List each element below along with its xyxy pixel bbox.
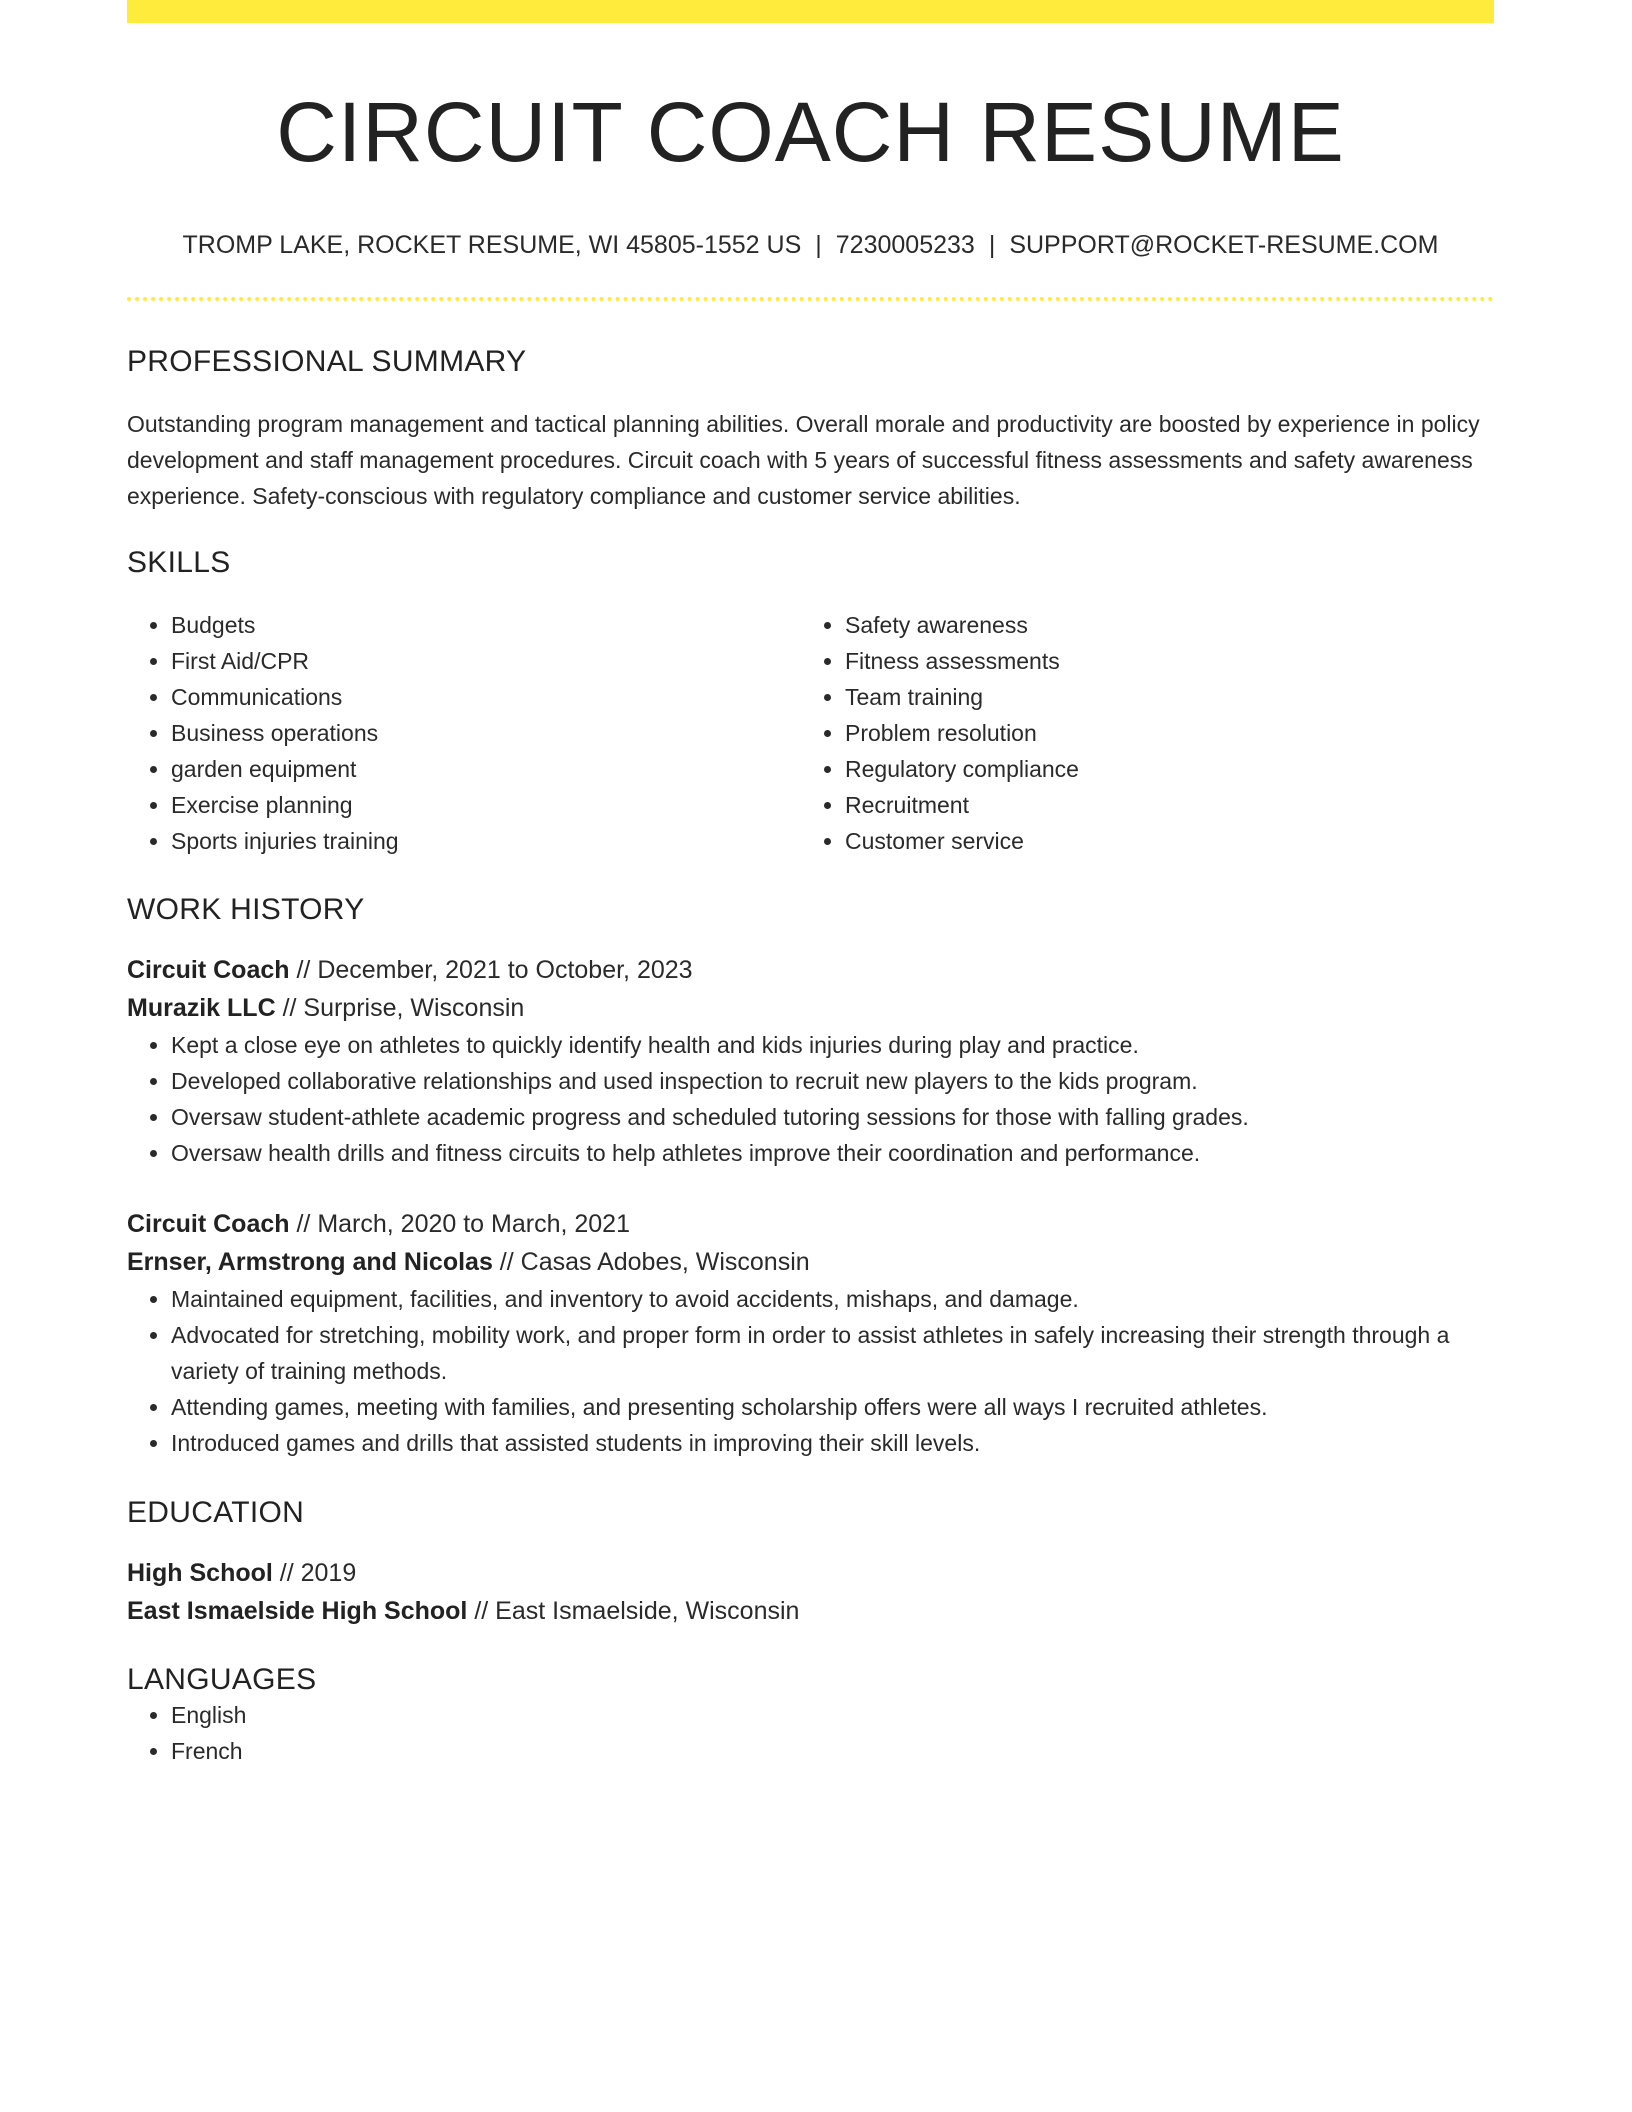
dotted-divider xyxy=(127,297,1494,301)
skill-item: • Safety awareness xyxy=(845,607,1475,643)
job-title: Circuit Coach xyxy=(127,956,290,985)
job-company-line xyxy=(127,1243,1494,1281)
job-bullet: • Advocated for stretching, mobility work, and proper form in order to assist athletes in safely increasing their strength through a variety of training methods. xyxy=(171,1317,1494,1389)
contact-email: SUPPORT@ROCKET-RESUME.COM xyxy=(1009,231,1439,260)
job-location: // Casas Adobes, Wisconsin xyxy=(492,1248,810,1277)
summary-heading: PROFESSIONAL SUMMARY xyxy=(127,345,527,379)
skills-right-column xyxy=(801,607,1475,859)
languages-list xyxy=(127,1697,1494,1769)
job-bullet: • Attending games, meeting with families, and presenting scholarship offers were all ways I recruited athletes. xyxy=(171,1389,1494,1425)
skill-item: • Business operations xyxy=(171,715,801,751)
job-company: Murazik LLC xyxy=(127,994,276,1023)
education-year: // 2019 xyxy=(272,1559,357,1588)
skill-item: • First Aid/CPR xyxy=(171,643,801,679)
education-degree: High School xyxy=(127,1559,273,1588)
skills-left-column xyxy=(127,607,801,859)
skill-item: • Problem resolution xyxy=(845,715,1475,751)
skill-item: • Exercise planning xyxy=(171,787,801,823)
job-bullet: • Oversaw student-athlete academic progress and scheduled tutoring sessions for those with falling grades. xyxy=(171,1099,1494,1135)
skill-item: • Sports injuries training xyxy=(171,823,801,859)
skill-item: • Team training xyxy=(845,679,1475,715)
education-school: East Ismaelside High School xyxy=(127,1597,468,1626)
job-dates: // March, 2020 to March, 2021 xyxy=(289,1210,630,1239)
skill-item: • garden equipment xyxy=(171,751,801,787)
job-company: Ernser, Armstrong and Nicolas xyxy=(127,1248,493,1277)
job-dates: // December, 2021 to October, 2023 xyxy=(289,956,693,985)
contact-address: TROMP LAKE, ROCKET RESUME, WI 45805-1552 US xyxy=(182,231,802,260)
job-bullet-list xyxy=(127,1281,1494,1461)
education-school-line xyxy=(127,1592,1494,1630)
contact-separator: | xyxy=(815,231,822,260)
language-item: • English xyxy=(171,1697,1494,1733)
skill-item: • Customer service xyxy=(845,823,1475,859)
contact-separator: | xyxy=(988,231,996,260)
skill-item: • Fitness assessments xyxy=(845,643,1475,679)
education-degree-line xyxy=(127,1554,1494,1592)
resume-title: CIRCUIT COACH RESUME xyxy=(276,85,1345,179)
job-bullet-list xyxy=(127,1027,1494,1171)
job-entry xyxy=(127,951,1494,1171)
job-bullet: • Kept a close eye on athletes to quickly identify health and kids injuries during play and practice. xyxy=(171,1027,1494,1063)
language-item: • French xyxy=(171,1733,1494,1769)
job-bullet: • Developed collaborative relationships and used inspection to recruit new players to the kids program. xyxy=(171,1063,1494,1099)
skill-item: • Regulatory compliance xyxy=(845,751,1475,787)
resume-page xyxy=(127,0,1494,1769)
summary-text: Outstanding program management and tactical planning abilities. Overall morale and productivity are boosted by experience in policy development and staff management procedures. Circuit coach with 5 years of successful fitness assessments and safety awareness experience. Safety-conscious with regulatory compliance and customer service abilities. xyxy=(127,411,1480,510)
work-history-heading: WORK HISTORY xyxy=(127,893,365,927)
skills-heading: SKILLS xyxy=(127,546,231,580)
job-bullet: • Oversaw health drills and fitness circuits to help athletes improve their coordination and performance. xyxy=(171,1135,1494,1171)
languages-heading: LANGUAGES xyxy=(127,1663,317,1697)
skill-item: • Recruitment xyxy=(845,787,1475,823)
education-heading: EDUCATION xyxy=(127,1496,305,1530)
job-company-line xyxy=(127,989,1494,1027)
contact-line xyxy=(127,231,1494,260)
skills-grid xyxy=(127,607,1494,859)
skill-item: • Budgets xyxy=(171,607,801,643)
job-bullet: • Maintained equipment, facilities, and inventory to avoid accidents, mishaps, and damage. xyxy=(171,1281,1494,1317)
skill-item: • Communications xyxy=(171,679,801,715)
job-bullet: • Introduced games and drills that assisted students in improving their skill levels. xyxy=(171,1425,1494,1461)
contact-phone: 7230005233 xyxy=(835,231,975,260)
job-title-line xyxy=(127,1205,1494,1243)
job-location: // Surprise, Wisconsin xyxy=(275,994,525,1023)
job-title: Circuit Coach xyxy=(127,1210,290,1239)
education-location: // East Ismaelside, Wisconsin xyxy=(467,1597,800,1626)
job-title-line xyxy=(127,951,1494,989)
job-entry xyxy=(127,1205,1494,1461)
accent-top-bar xyxy=(127,0,1494,23)
